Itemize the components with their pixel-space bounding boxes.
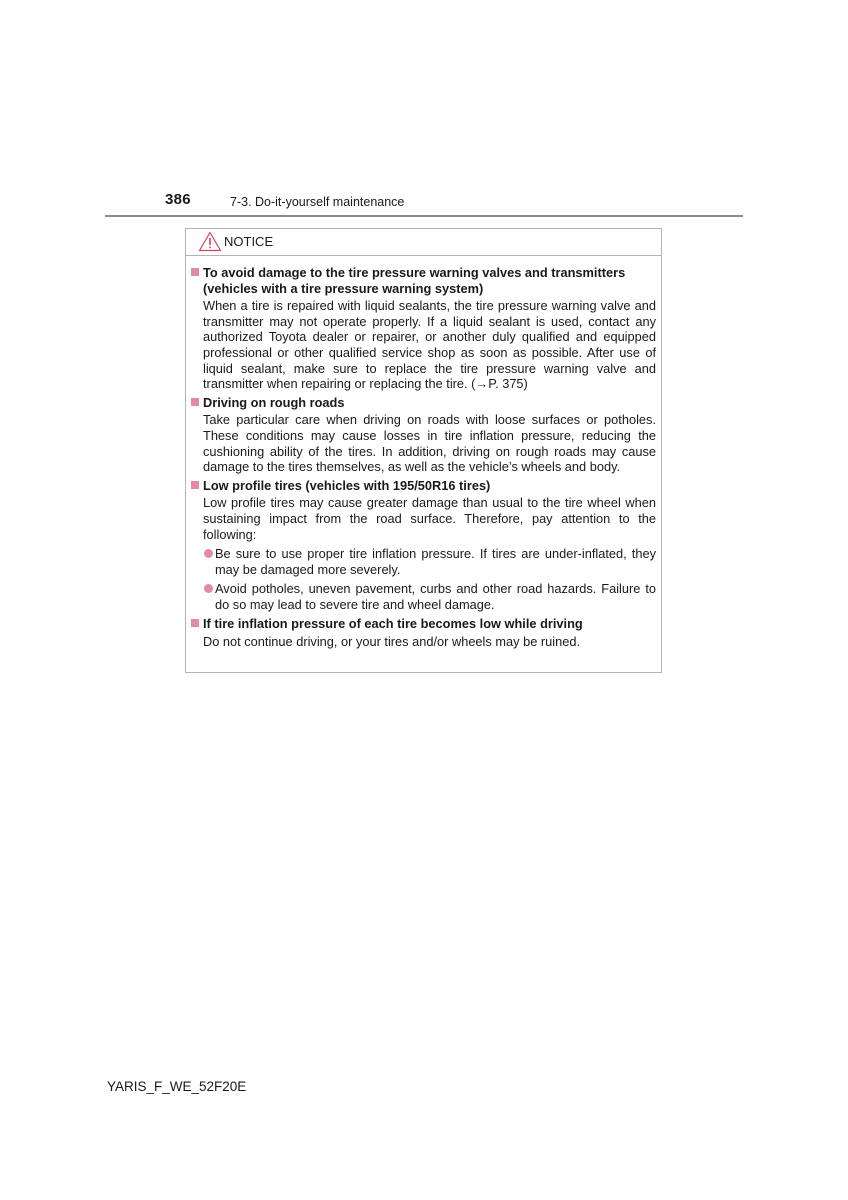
list-item [203,546,656,577]
section-title: 7-3. Do-it-yourself maintenance [230,195,405,209]
notice-label: NOTICE [224,234,274,249]
page-number: 386 [165,191,191,208]
section-low-pressure-driving [190,616,656,649]
section-body: Do not continue driving, or your tires and/or wheels may be ruined. [203,634,580,650]
square-bullet-icon [191,268,199,276]
section-rough-roads [190,395,656,475]
footer-code: YARIS_F_WE_52F20E [107,1079,247,1094]
section-heading-text: If tire inflation pressure of each tire becomes low while driving [203,616,583,632]
bullet-list [190,546,656,612]
square-bullet-icon [191,398,199,406]
list-item-text: Be sure to use proper tire inflation pressure. If tires are under-inflated, they may be damaged more severely. [215,546,656,577]
circle-bullet-icon [204,584,213,593]
section-heading [190,265,656,296]
section-low-profile-tires [190,478,656,613]
section-heading [190,616,656,632]
section-heading-text: Driving on rough roads [203,394,345,410]
square-bullet-icon [191,481,199,489]
section-body: Take particular care when driving on roads with loose surfaces or potholes. These conditions may cause losses in tire inflation pressure, reducing the cushioning ability of the tires. In addition, driving on rough roads may cause damage to the tires themselves, as well as the vehicle’s wheels and body. [203,412,656,475]
section-body: When a tire is repaired with liquid sealants, the tire pressure warning valve and transmitter may not operate properly. If a liquid sealant is used, contact any authorized Toyota dealer or repairer, or another duly qualified and equipped professional or other qualified service shop as soon as possible. After use of liquid sealant, make sure to replace the tire pressure warning valve and transmitter when repairing or replacing the tire. (→P. 375) [203,298,656,392]
notice-header [186,229,661,256]
section-heading [190,478,656,494]
section-valves-transmitters [190,265,656,392]
warning-triangle-icon [198,231,222,252]
section-body: Low profile tires may cause greater damage than usual to the tire wheel when sustaining impact from the road surface. Therefore, pay attention to the following: [203,495,656,542]
section-heading-text: To avoid damage to the tire pressure warning valves and transmitters (vehicles with a tire pressure warning system) [203,265,626,296]
notice-box [185,228,662,673]
list-item [203,581,656,612]
section-heading-text: Low profile tires (vehicles with 195/50R16 tires) [203,477,491,493]
section-heading [190,395,656,411]
list-item-text: Avoid potholes, uneven pavement, curbs and other road hazards. Failure to do so may lead to severe tire and wheel damage. [215,581,656,612]
header-rule [105,215,743,217]
square-bullet-icon [191,619,199,627]
circle-bullet-icon [204,549,213,558]
notice-content [190,265,656,653]
